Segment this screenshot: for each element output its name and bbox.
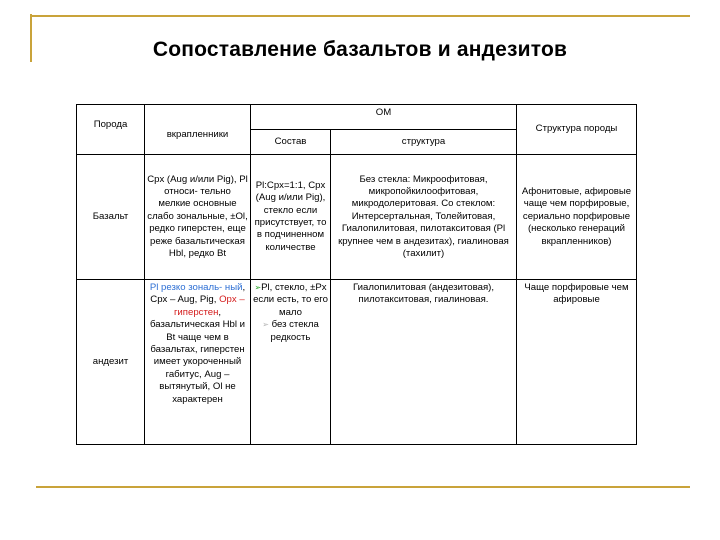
- composition-item-1: [253, 282, 328, 319]
- decor-bottom-line: [36, 486, 690, 488]
- header-row-1: [77, 105, 637, 130]
- cell-andesite-phenocrysts: [145, 280, 251, 445]
- composition-item-2-text: без стекла редкость: [270, 319, 319, 343]
- cell-andesite-rock: андезит: [77, 280, 145, 445]
- decor-top-line: [30, 15, 690, 17]
- table-row-basalt: [77, 155, 637, 280]
- cell-andesite-rock-structure: Чаще порфировые чем афировые: [517, 280, 637, 445]
- header-phenocrysts: вкрапленники: [145, 105, 251, 155]
- cell-andesite-composition: [251, 280, 331, 445]
- cell-basalt-rock: Базальт: [77, 155, 145, 280]
- page-title: Сопоставление базальтов и андезитов: [152, 38, 568, 61]
- header-structure: структура: [331, 130, 517, 155]
- header-rock-structure: Структура породы: [517, 105, 637, 155]
- cell-basalt-composition: Pl:Cpx=1:1, Cpx (Aug и/или Pig), стекло если присутствует, то в подчиненном количестве: [251, 155, 331, 280]
- bullet-icon: ➢: [262, 320, 269, 330]
- composition-item-2: [253, 319, 328, 344]
- phenocrysts-red-text: Opx – гиперстен: [173, 294, 245, 318]
- phenocrysts-rest-text: , базальтическая Hbl и Bt чаще чем в базальтах, гиперстен имеет укороченный габитус, Aug – вытянутый, Ol не характерен: [150, 306, 245, 405]
- header-composition: Состав: [251, 130, 331, 155]
- cell-basalt-phenocrysts: Cpx (Aug и/или Pig), Pl относи- тельно мелкие основные слабо зональные, ±Ol, редко гиперстен, еще реже базальтическая Hbl, редко Bt: [145, 155, 251, 280]
- bullet-icon: ➢: [254, 283, 262, 292]
- table-row-andesite: [77, 280, 637, 445]
- composition-item-1-text: Pl, стекло, ±Px если есть, то его мало: [253, 282, 328, 318]
- phenocrysts-blue-text: Pl резко зональ- ный: [149, 282, 243, 293]
- comparison-table: [76, 104, 637, 445]
- cell-basalt-rock-structure: Афонитовые, афировые чаще чем порфировые, сериально порфировые (несколько генераций вкрапленников): [517, 155, 637, 280]
- cell-andesite-structure: Гиалопилитовая (андезитовая), пилотакситовая, гиалиновая.: [331, 280, 517, 445]
- phenocrysts-text: , Cpx – Aug, Pig,: [150, 282, 246, 306]
- header-rock: Порода: [77, 105, 145, 155]
- cell-basalt-structure: Без стекла: Микроофитовая, микропойкилоофитовая, микродолеритовая. Со стеклом: Интерсертальная, Толейитовая, Гиалопилитовая, пилотакситовая (Pl крупнее чем в андезитах), гиалиновая (тахилит): [331, 155, 517, 280]
- header-groundmass: ОМ: [251, 105, 517, 130]
